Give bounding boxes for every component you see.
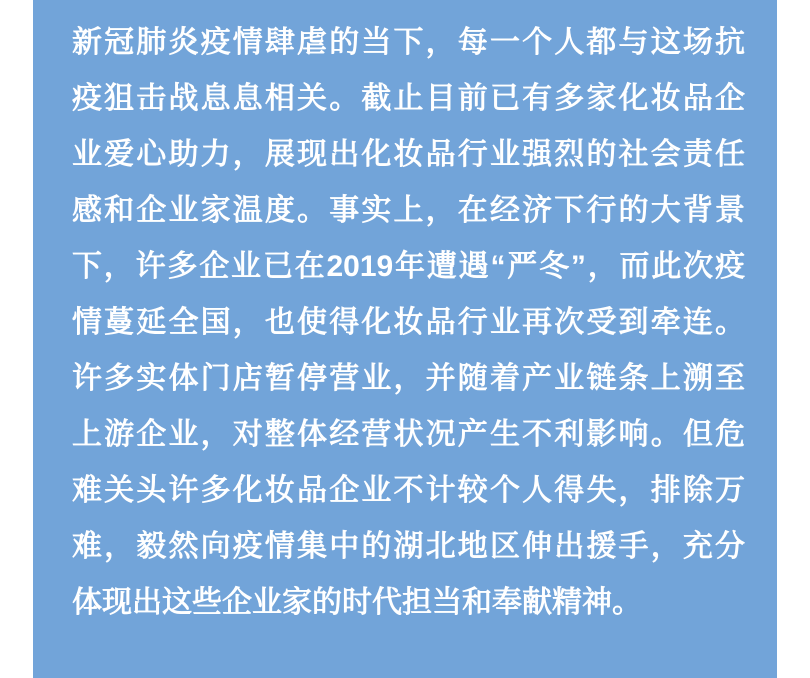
- article-paragraph: [33, 0, 777, 631]
- paragraph-line: 情蔓延全国，也使得化妆品行业再次受到牵连。: [72, 306, 745, 339]
- paragraph-line-last: 体现出这些企业家的时代担当和奉献精神。: [72, 586, 642, 619]
- paragraph-line: 业爱心助力，展现出化妆品行业强烈的社会责任: [72, 138, 745, 171]
- paragraph-line: 难，毅然向疫情集中的湖北地区伸出援手，充分: [72, 530, 745, 563]
- paragraph-line: 下，许多企业已在2019年遭遇“严冬”，而此次疫: [72, 250, 745, 283]
- paragraph-line: 上游企业，对整体经营状况产生不利影响。但危: [72, 418, 745, 451]
- paragraph-line: 疫狙击战息息相关。截止目前已有多家化妆品企: [72, 82, 745, 115]
- article-blue-panel: [33, 0, 777, 678]
- paragraph-line: 新冠肺炎疫情肆虐的当下，每一个人都与这场抗: [72, 26, 745, 59]
- paragraph-line: 难关头许多化妆品企业不计较个人得失，排除万: [72, 474, 745, 507]
- paragraph-line: 感和企业家温度。事实上，在经济下行的大背景: [72, 194, 745, 227]
- paragraph-line: 许多实体门店暂停营业，并随着产业链条上溯至: [72, 362, 745, 395]
